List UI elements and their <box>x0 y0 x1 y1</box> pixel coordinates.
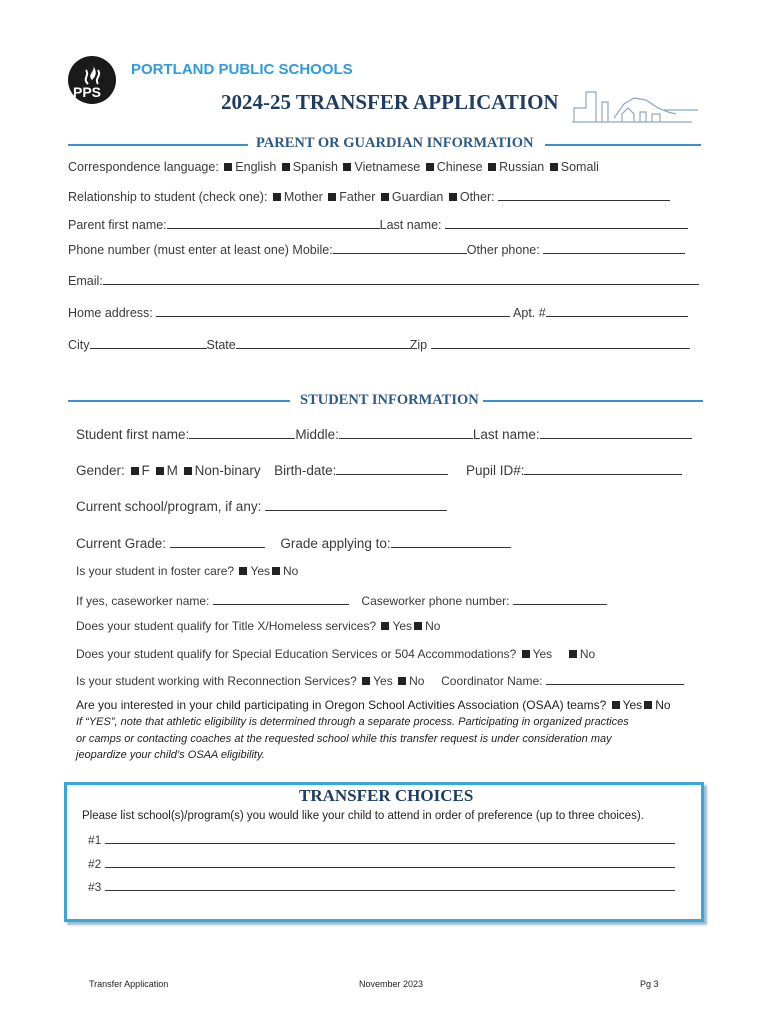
gender-row <box>76 462 682 478</box>
section-divider <box>68 144 248 146</box>
osaa-note-line-1: If “YES”, note that athletic eligibility is determined through a separate process. Participating in organized practices <box>76 716 629 728</box>
city-label: City <box>68 338 90 352</box>
option-yes: Yes <box>373 674 393 688</box>
checkbox-foster-no[interactable] <box>272 567 280 575</box>
caseworker-name-field[interactable] <box>213 592 349 605</box>
email-label: Email: <box>68 274 103 288</box>
relationship-label: Relationship to student (check one): <box>68 190 268 204</box>
transfer-instructions: Please list school(s)/program(s) you would like your child to attend in order of preference (up to three choices). <box>82 810 644 822</box>
title-x-question: Does your student qualify for Title X/Homeless services? <box>76 619 377 633</box>
choice-number: #3 <box>88 880 102 894</box>
apt-field[interactable] <box>546 304 688 317</box>
checkbox-gender-f[interactable] <box>131 467 139 475</box>
checkbox-english[interactable] <box>224 163 232 171</box>
transfer-choices-title: TRANSFER CHOICES <box>299 786 474 805</box>
option-english: English <box>235 160 277 174</box>
section-divider <box>483 400 703 402</box>
option-no: No <box>425 619 441 633</box>
choice-1-field[interactable] <box>105 831 675 844</box>
parent-section-title: PARENT OR GUARDIAN INFORMATION <box>256 135 534 151</box>
student-middle-label: Middle: <box>295 427 339 442</box>
checkbox-russian[interactable] <box>488 163 496 171</box>
checkbox-other[interactable] <box>449 193 457 201</box>
choice-number: #1 <box>88 833 102 847</box>
home-address-label: Home address: <box>68 306 153 320</box>
relationship-row <box>68 188 670 204</box>
checkbox-gender-nonbinary[interactable] <box>184 467 192 475</box>
option-yes: Yes <box>250 564 271 578</box>
option-m: M <box>166 463 178 478</box>
option-f: F <box>141 463 150 478</box>
birthdate-field[interactable] <box>336 462 448 475</box>
checkbox-guardian[interactable] <box>381 193 389 201</box>
caseworker-phone-field[interactable] <box>513 592 607 605</box>
city-field[interactable] <box>90 336 207 349</box>
option-no: No <box>409 674 425 688</box>
student-last-name-field[interactable] <box>540 426 692 439</box>
zip-field[interactable] <box>431 336 690 349</box>
checkbox-mother[interactable] <box>273 193 281 201</box>
option-father: Father <box>339 190 376 204</box>
org-name: PORTLAND PUBLIC SCHOOLS <box>131 61 353 78</box>
option-other: Other: <box>459 190 495 204</box>
state-label: State <box>206 338 236 352</box>
current-school-field[interactable] <box>265 498 447 511</box>
city-row <box>68 336 690 352</box>
skyline-icon <box>572 88 700 124</box>
option-mother: Mother <box>283 190 323 204</box>
address-row <box>68 304 688 320</box>
mobile-phone-field[interactable] <box>333 241 467 254</box>
coordinator-name-field[interactable] <box>546 672 684 685</box>
option-yes: Yes <box>532 647 553 661</box>
title-x-row <box>76 619 440 633</box>
grade-row <box>76 535 511 551</box>
other-phone-label: Other phone: <box>466 243 540 257</box>
pps-logo <box>68 56 116 104</box>
parent-name-row <box>68 216 688 232</box>
page-title: 2024-25 TRANSFER APPLICATION <box>221 90 559 114</box>
option-russian: Russian <box>499 160 545 174</box>
student-middle-field[interactable] <box>339 426 473 439</box>
home-address-field[interactable] <box>156 304 510 317</box>
option-somali: Somali <box>560 160 599 174</box>
email-field[interactable] <box>103 272 699 285</box>
section-divider <box>68 400 290 402</box>
foster-care-row <box>76 564 298 578</box>
reconnection-row <box>76 672 684 688</box>
choice-number: #2 <box>88 857 102 871</box>
parent-last-name-label: Last name: <box>379 218 442 232</box>
checkbox-chinese[interactable] <box>426 163 434 171</box>
student-first-name-label: Student first name: <box>76 427 190 442</box>
checkbox-osaa-no[interactable] <box>644 701 652 709</box>
option-no: No <box>283 564 299 578</box>
section-divider <box>545 144 701 146</box>
footer-page-number: Pg 3 <box>640 979 659 989</box>
osaa-note-line-2: or camps or contacting coaches at the requested school while this transfer request is under consideration may <box>76 733 612 745</box>
other-phone-field[interactable] <box>543 241 685 254</box>
correspondence-row <box>68 160 599 174</box>
phone-row <box>68 241 685 257</box>
grade-applying-field[interactable] <box>391 535 511 548</box>
checkbox-foster-yes[interactable] <box>239 567 247 575</box>
osaa-note-line-3: jeopardize your child’s OSAA eligibility. <box>76 749 265 761</box>
choice-row-3 <box>88 878 675 894</box>
mobile-phone-label: Phone number (must enter at least one) Mobile: <box>68 243 333 257</box>
checkbox-spanish[interactable] <box>282 163 290 171</box>
choice-row-2 <box>88 855 675 871</box>
osaa-question: Are you interested in your child participating in Oregon School Activities Association (OSAA) teams? <box>76 698 607 712</box>
pupil-id-label: Pupil ID#: <box>465 463 525 478</box>
birthdate-label: Birth-date: <box>274 463 337 478</box>
current-grade-label: Current Grade: <box>76 536 167 551</box>
coordinator-name-label: Coordinator Name: <box>441 674 543 688</box>
option-no: No <box>579 647 596 661</box>
parent-first-name-field[interactable] <box>167 216 380 229</box>
zip-label: Zip <box>409 338 428 352</box>
option-yes: Yes <box>392 619 413 633</box>
checkbox-title-x-yes[interactable] <box>381 622 389 630</box>
parent-first-name-label: Parent first name: <box>68 218 167 232</box>
current-school-label: Current school/program, if any: <box>76 499 262 514</box>
student-last-name-label: Last name: <box>472 427 540 442</box>
correspondence-label: Correspondence language: <box>68 160 219 174</box>
pupil-id-field[interactable] <box>524 462 682 475</box>
reconnection-question: Is your student working with Reconnection Services? <box>76 674 357 688</box>
option-yes: Yes <box>622 698 643 712</box>
sped-question: Does your student qualify for Special Education Services or 504 Accommodations? <box>76 647 517 661</box>
checkbox-sped-yes[interactable] <box>522 650 530 658</box>
caseworker-name-label: If yes, caseworker name: <box>76 594 210 608</box>
checkbox-gender-m[interactable] <box>156 467 164 475</box>
option-spanish: Spanish <box>292 160 338 174</box>
checkbox-reconnection-yes[interactable] <box>362 677 370 685</box>
foster-care-question: Is your student in foster care? <box>76 564 235 578</box>
option-no: No <box>655 698 671 712</box>
footer-center: November 2023 <box>359 979 424 989</box>
option-guardian: Guardian <box>391 190 444 204</box>
other-relationship-field[interactable] <box>498 188 670 201</box>
grade-applying-label: Grade applying to: <box>280 536 391 551</box>
parent-last-name-field[interactable] <box>445 216 688 229</box>
caseworker-row <box>76 592 607 608</box>
choice-row-1 <box>88 831 675 847</box>
choice-3-field[interactable] <box>105 878 675 891</box>
apt-label: Apt. # <box>513 306 546 320</box>
student-name-row <box>76 426 692 442</box>
caseworker-phone-label: Caseworker phone number: <box>361 594 510 608</box>
state-field[interactable] <box>236 336 410 349</box>
checkbox-sped-no[interactable] <box>569 650 577 658</box>
checkbox-father[interactable] <box>328 193 336 201</box>
checkbox-osaa-yes[interactable] <box>612 701 620 709</box>
option-non-binary: Non-binary <box>194 463 261 478</box>
logo-text: PPS <box>73 84 102 100</box>
sped-row <box>76 647 595 661</box>
checkbox-vietnamese[interactable] <box>343 163 351 171</box>
email-row <box>68 272 699 288</box>
student-first-name-field[interactable] <box>189 426 295 439</box>
checkbox-reconnection-no[interactable] <box>398 677 406 685</box>
student-section-title: STUDENT INFORMATION <box>300 392 479 408</box>
checkbox-somali[interactable] <box>550 163 558 171</box>
checkbox-title-x-no[interactable] <box>414 622 422 630</box>
footer-left: Transfer Application <box>89 979 169 989</box>
current-school-row <box>76 498 447 514</box>
option-vietnamese: Vietnamese <box>354 160 421 174</box>
option-chinese: Chinese <box>436 160 483 174</box>
choice-2-field[interactable] <box>105 855 675 868</box>
current-grade-field[interactable] <box>170 535 265 548</box>
gender-label: Gender: <box>76 463 125 478</box>
osaa-row <box>76 698 671 712</box>
